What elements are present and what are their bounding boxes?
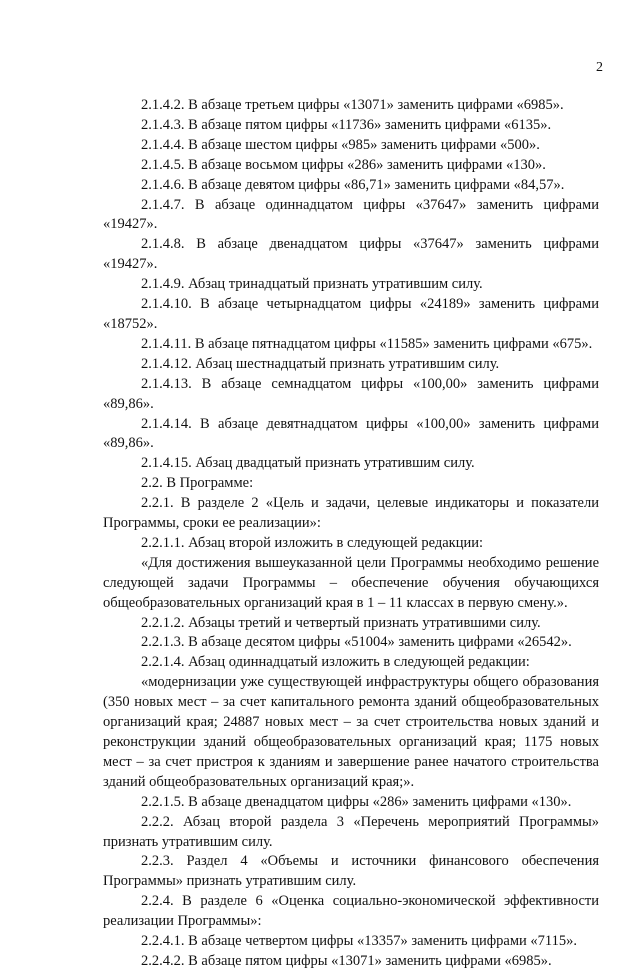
paragraph: 2.2.1.3. В абзаце десятом цифры «51004» заменить цифрами «26542». bbox=[141, 634, 572, 651]
paragraph: 2.1.4.2. В абзаце третьем цифры «13071» заменить цифрами «6985». bbox=[141, 97, 564, 113]
page-number: 2 bbox=[596, 60, 603, 75]
paragraph: 2.1.4.13. В абзаце семнадцатом цифры «100,00» заменить цифрами «89,86». bbox=[103, 375, 599, 412]
paragraph: 2.2. В Программе: bbox=[141, 475, 254, 492]
paragraph: 2.1.4.14. В абзаце девятнадцатом цифры «100,00» заменить цифрами «89,86». bbox=[103, 415, 599, 452]
paragraph: 2.2.2. Абзац второй раздела 3 «Перечень мероприятий Программы» признать утратившим силу. bbox=[103, 813, 599, 850]
paragraph: 2.1.4.10. В абзаце четырнадцатом цифры «24189» заменить цифрами «18752». bbox=[103, 296, 599, 332]
paragraph: 2.1.4.6. В абзаце девятом цифры «86,71» заменить цифрами «84,57». bbox=[141, 176, 565, 193]
paragraph: 2.2.1.5. В абзаце двенадцатом цифры «286» заменить цифрами «130». bbox=[141, 793, 572, 810]
paragraph: 2.2.1. В разделе 2 «Цель и задачи, целевые индикаторы и показатели Программы, сроки ее реализации»: bbox=[103, 495, 599, 532]
paragraph: «Для достижения вышеуказанной цели Программы необходимо решение следующей задачи Программы – обеспечение обучения обучающихся общеобразовательных организаций края в 1 – 11 классах в первую смену.». bbox=[103, 554, 599, 611]
paragraph: 2.2.1.1. Абзац второй изложить в следующей редакции: bbox=[141, 534, 484, 551]
paragraph: 2.1.4.3. В абзаце пятом цифры «11736» заменить цифрами «6135». bbox=[141, 116, 552, 133]
paragraph: 2.1.4.7. В абзаце одиннадцатом цифры «37647» заменить цифрами «19427». bbox=[103, 196, 599, 233]
paragraph: 2.2.1.4. Абзац одиннадцатый изложить в следующей редакции: bbox=[141, 654, 530, 671]
paragraph: 2.1.4.11. В абзаце пятнадцатом цифры «11585» заменить цифрами «675». bbox=[141, 335, 593, 352]
paragraph: 2.1.4.5. В абзаце восьмом цифры «286» заменить цифрами «130». bbox=[141, 156, 546, 173]
paragraph: 2.1.4.9. Абзац тринадцатый признать утратившим силу. bbox=[141, 276, 483, 293]
paragraph: 2.2.3. Раздел 4 «Объемы и источники финансового обеспечения Программы» признать утратившим силу. bbox=[103, 853, 599, 890]
paragraph: 2.2.4.1. В абзаце четвертом цифры «13357» заменить цифрами «7115». bbox=[141, 933, 577, 950]
paragraph: 2.1.4.12. Абзац шестнадцатый признать утратившим силу. bbox=[141, 355, 500, 372]
paragraph: 2.1.4.15. Абзац двадцатый признать утратившим силу. bbox=[141, 455, 475, 472]
paragraph: 2.2.4. В разделе 6 «Оценка социально-экономической эффективности реализации Программы»: bbox=[103, 893, 599, 930]
paragraph: «модернизации уже существующей инфраструктуры общего образования (350 новых мест – за счет капитального ремонта зданий общеобразовательных организаций края; 24887 новых мест – за счет строительства новых зданий и реконструкции зданий общеобразовательных организаций края; 1175 новых мест – за счет пристроя к зданиям и завершение ранее начатого строительства зданий общеобразовательных организаций края;». bbox=[103, 674, 599, 790]
paragraph: 2.1.4.8. В абзаце двенадцатом цифры «37647» заменить цифрами «19427». bbox=[103, 236, 599, 273]
document-body bbox=[103, 96, 599, 972]
paragraph: 2.1.4.4. В абзаце шестом цифры «985» заменить цифрами «500». bbox=[141, 136, 540, 153]
paragraph: 2.2.4.2. В абзаце пятом цифры «13071» заменить цифрами «6985». bbox=[141, 952, 552, 969]
paragraph: 2.2.1.2. Абзацы третий и четвертый признать утратившими силу. bbox=[141, 614, 541, 631]
